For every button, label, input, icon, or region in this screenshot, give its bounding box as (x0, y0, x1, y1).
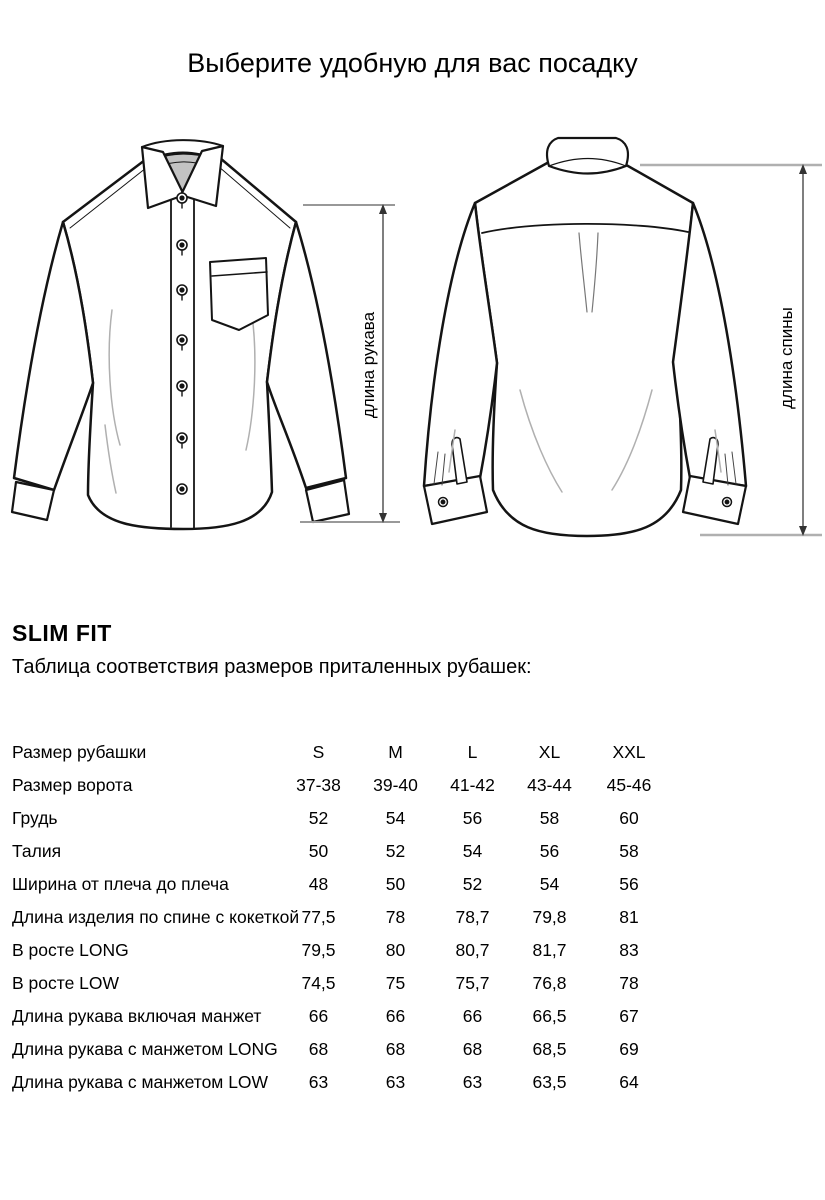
shirt-size-diagram (0, 100, 825, 570)
row-value: 83 (619, 940, 639, 960)
table-row (12, 934, 670, 967)
row-value: 81 (619, 907, 639, 927)
row-value: 74,5 (301, 973, 336, 993)
row-value: 54 (539, 874, 560, 894)
row-label: Ширина от плеча до плеча (12, 874, 229, 894)
row-label: Длина рукава с манжетом LOW (12, 1072, 269, 1092)
size-table (12, 736, 670, 1099)
row-label: Размер рубашки (12, 742, 147, 762)
fit-heading: SLIM FIT (12, 620, 112, 646)
row-value: S (312, 742, 325, 762)
row-value: 66,5 (532, 1006, 567, 1026)
row-value: 56 (619, 874, 639, 894)
row-value: 75 (385, 973, 406, 993)
shirt-back-illustration (424, 138, 746, 536)
row-label: Грудь (12, 808, 58, 828)
row-value: 79,8 (532, 907, 567, 927)
row-label: В росте LONG (12, 940, 129, 960)
row-value: L (467, 742, 478, 762)
shirt-front-illustration (12, 140, 349, 529)
row-label: Длина рукава с манжетом LONG (12, 1039, 278, 1059)
row-value: 50 (308, 841, 329, 861)
row-value: 78 (619, 973, 639, 993)
table-row (12, 868, 670, 901)
row-value: 80 (385, 940, 406, 960)
row-value: 77,5 (301, 907, 336, 927)
row-value: 48 (308, 874, 329, 894)
back-length-label: длина спины (777, 307, 796, 409)
row-value: 43-44 (527, 775, 572, 795)
row-value: 68 (462, 1039, 483, 1059)
row-value: 79,5 (301, 940, 336, 960)
row-value: 41-42 (450, 775, 495, 795)
table-subtitle: Таблица соответствия размеров приталенных рубашек: (12, 656, 532, 678)
row-value: 52 (462, 874, 483, 894)
table-row (12, 1066, 670, 1099)
row-value: 60 (619, 808, 639, 828)
row-value: 63 (462, 1072, 483, 1092)
row-value: 66 (308, 1006, 329, 1026)
row-value: 64 (619, 1072, 639, 1092)
table-row (12, 967, 670, 1000)
table-row (12, 1033, 670, 1066)
table-row (12, 802, 670, 835)
size-table-body (12, 736, 670, 1099)
page-title: Выберите удобную для вас посадку (187, 48, 638, 78)
back-collar (547, 138, 628, 174)
table-row (12, 736, 670, 769)
row-value: 80,7 (455, 940, 490, 960)
row-value: 69 (619, 1039, 639, 1059)
row-value: 78 (385, 907, 406, 927)
row-label: Размер ворота (12, 775, 133, 795)
row-value: 66 (385, 1006, 406, 1026)
row-value: 76,8 (532, 973, 567, 993)
row-value: 45-46 (606, 775, 652, 795)
table-row (12, 901, 670, 934)
row-value: 68 (385, 1039, 406, 1059)
row-value: 56 (539, 841, 560, 861)
row-value: 67 (619, 1006, 639, 1026)
row-value: 81,7 (532, 940, 567, 960)
row-value: 75,7 (455, 973, 490, 993)
row-value: 63 (308, 1072, 329, 1092)
row-value: 63,5 (532, 1072, 567, 1092)
row-value: 52 (308, 808, 329, 828)
row-value: 50 (385, 874, 406, 894)
row-value: 58 (539, 808, 560, 828)
row-value: 56 (462, 808, 483, 828)
row-value: 37-38 (296, 775, 341, 795)
row-label: Длина изделия по спине с кокеткой (12, 907, 300, 927)
table-row (12, 835, 670, 868)
row-label: В росте LOW (12, 973, 120, 993)
row-label: Длина рукава включая манжет (12, 1006, 262, 1026)
row-value: 63 (385, 1072, 406, 1092)
row-value: XL (538, 742, 561, 762)
row-value: 78,7 (455, 907, 490, 927)
row-value: 54 (462, 841, 483, 861)
table-row (12, 769, 670, 802)
row-value: XXL (612, 742, 646, 762)
row-value: 58 (619, 841, 639, 861)
front-pocket (210, 258, 268, 330)
row-value: 39-40 (373, 775, 418, 795)
row-value: 52 (385, 841, 406, 861)
row-label: Талия (12, 841, 62, 861)
row-value: 66 (462, 1006, 483, 1026)
sleeve-length-label: длина рукава (359, 311, 378, 419)
row-value: 68,5 (532, 1039, 567, 1059)
row-value: M (388, 742, 403, 762)
row-value: 54 (385, 808, 406, 828)
row-value: 68 (308, 1039, 329, 1059)
table-row (12, 1000, 670, 1033)
